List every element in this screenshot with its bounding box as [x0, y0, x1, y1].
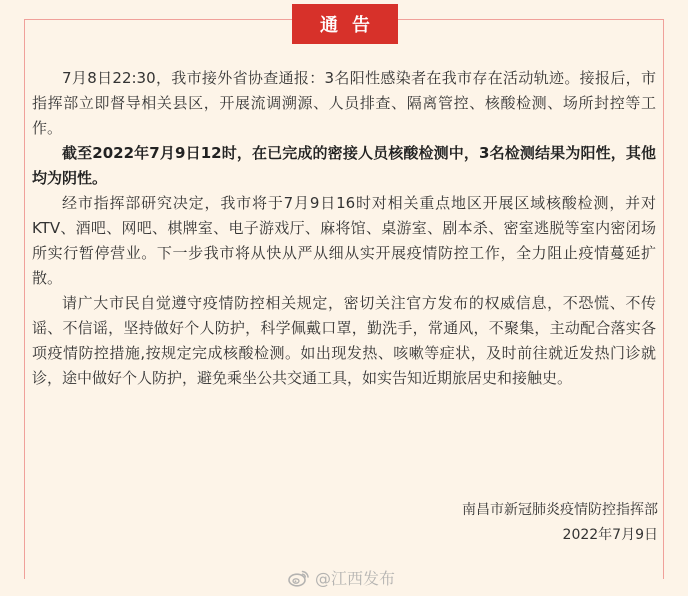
notice-title: 通告 — [292, 4, 398, 44]
paragraph-decision: 经市指挥部研究决定，我市将于7月9日16时对相关重点地区开展区域核酸检测，并对KTV、酒吧、网吧、棋牌室、电子游戏厅、麻将馆、桌游室、剧本杀、密室逃脱等室内密闭场所实行暂停营业。下一步我市将从快从严从细从实开展疫情防控工作，全力阻止疫情蔓延扩散。 — [32, 194, 656, 287]
paragraph-report: 7月8日22:30，我市接外省协查通报：3名阳性感染者在我市存在活动轨迹。接报后，市指挥部立即督导相关县区，开展流调溯源、人员排查、隔离管控、核酸检测、场所封控等工作。 — [32, 69, 656, 137]
watermark — [288, 566, 395, 589]
paragraph-appeal: 请广大市民自觉遵守疫情防控相关规定，密切关注官方发布的权威信息，不恐慌、不传谣、不信谣，坚持做好个人防护，科学佩戴口罩，勤洗手，常通风，不聚集，主动配合落实各项疫情防控措施,按规定完成核酸检测。如出现发热、咳嗽等症状，及时前往就近发热门诊就诊，途中做好个人防护，避免乘坐公共交通工具，如实告知近期旅居史和接触史。 — [32, 294, 656, 387]
signature-date: 2022年7月9日 — [562, 527, 658, 543]
watermark-text: @江西发布 — [315, 569, 396, 588]
signature-block — [462, 498, 658, 548]
paragraph-test-results: 截至2022年7月9日12时，在已完成的密接人员核酸检测中，3名检测结果为阳性，其他均为阴性。 — [32, 144, 656, 187]
notice-body — [32, 66, 656, 391]
weibo-icon — [288, 569, 310, 587]
signature-organization: 南昌市新冠肺炎疫情防控指挥部 — [462, 502, 658, 518]
